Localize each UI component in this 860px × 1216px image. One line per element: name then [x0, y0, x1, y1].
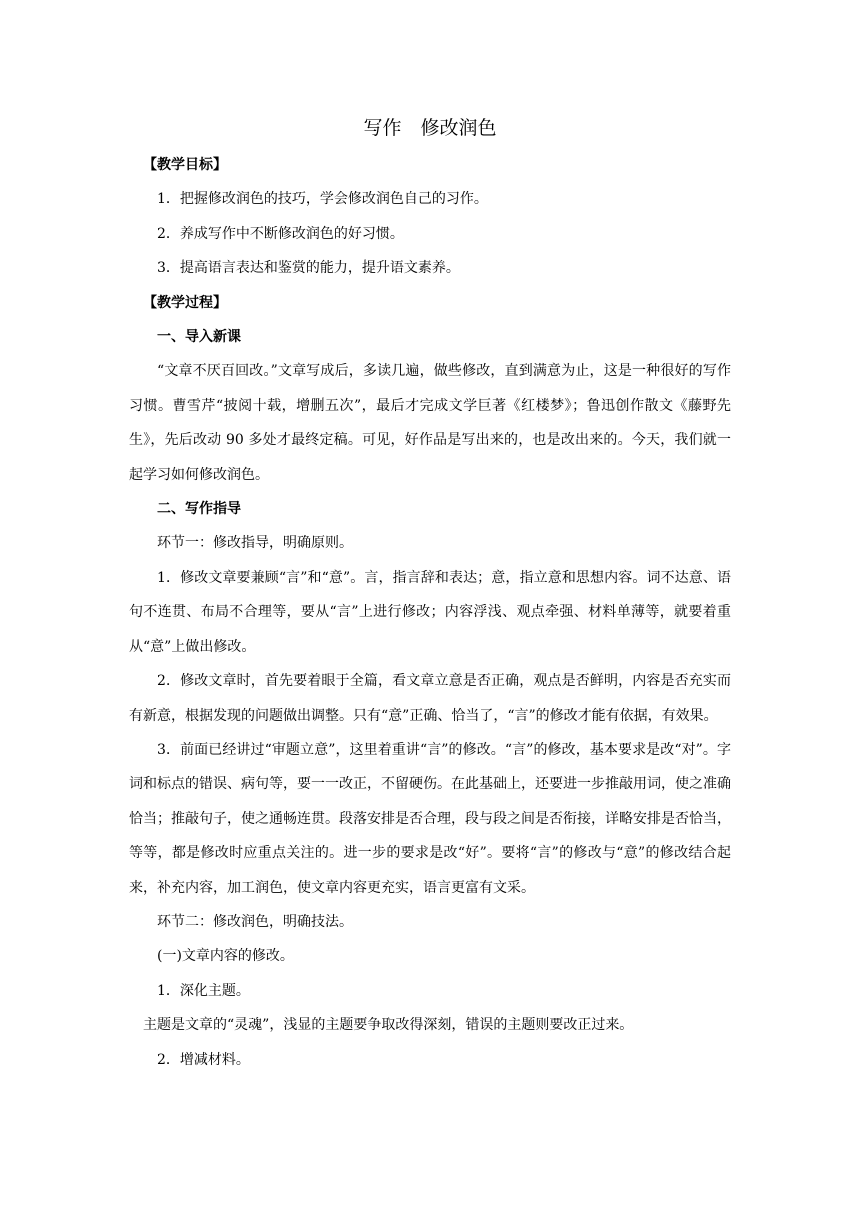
subsection-heading: (一)文章内容的修改。 [157, 948, 294, 965]
teaching-goals-heading: 【教学目标】 [143, 157, 227, 173]
list-item: 1．深化主题。 [157, 982, 250, 999]
section-heading-intro: 一、导入新课 [157, 329, 241, 346]
principle-paragraph: 1．修改文章要兼顾“言”和“意”。言，指言辞和表达；意，指立意和思想内容。词不达意、语句不连贯、布局不合理等，要从“言”上进行修改；内容浮浅、观点牵强、材料单薄等，就要着重从“意”上做出修改。 [129, 569, 731, 655]
list-item-description: 主题是文章的“灵魂”，浅显的主题要争取改得深刻，错误的主题则要改正过来。 [143, 1017, 634, 1034]
goal-item: 3．提高语言表达和鉴赏的能力，提升语文素养。 [157, 260, 460, 277]
section-heading-guidance: 二、写作指导 [157, 501, 241, 518]
link-one-paragraph: 环节一：修改指导，明确原则。 [157, 535, 353, 552]
link-two-paragraph: 环节二：修改润色，明确技法。 [157, 913, 353, 930]
goal-item: 2．养成写作中不断修改润色的好习惯。 [157, 225, 404, 242]
principle-paragraph: 3．前面已经讲过“审题立意”，这里着重讲“言”的修改。“言”的修改，基本要求是改“对”。字词和标点的错误、病句等，要一一改正，不留硬伤。在此基础上，还要进一步推敲用词，使之准确恰当；推敲句子，使之通畅连贯。段落安排是否合理，段与段之间是否衔接，详略安排是否恰当，等等，都是修改时应重点关注的。进一步的要求是改“好”。要将“言”的修改与“意”的修改结合起来，补充内容，加工润色，使文章内容更充实，语言更富有文采。 [129, 741, 731, 896]
teaching-process-heading: 【教学过程】 [143, 294, 227, 311]
intro-paragraph: “文章不厌百回改。”文章写成后，多读几遍，做些修改，直到满意为止，这是一种很好的写作习惯。曹雪芹“披阅十载，增删五次”，最后才完成文学巨著《红楼梦》；鲁迅创作散文《藤野先生》，先后改动 90 多处才最终定稿。可见，好作品是写出来的，也是改出来的。今天，我们就一起学习如何修改润色。 [129, 363, 731, 483]
document-title: 写作 修改润色 [363, 117, 497, 139]
document-body [129, 148, 731, 1077]
list-item: 2．增减材料。 [157, 1051, 250, 1068]
principle-paragraph: 2．修改文章时，首先要着眼于全篇，看文章立意是否正确，观点是否鲜明，内容是否充实而有新意，根据发现的问题做出调整。只有“意”正确、恰当了，“言”的修改才能有依据，有效果。 [129, 673, 731, 724]
goal-item: 1．把握修改润色的技巧，学会修改润色自己的习作。 [157, 191, 488, 208]
